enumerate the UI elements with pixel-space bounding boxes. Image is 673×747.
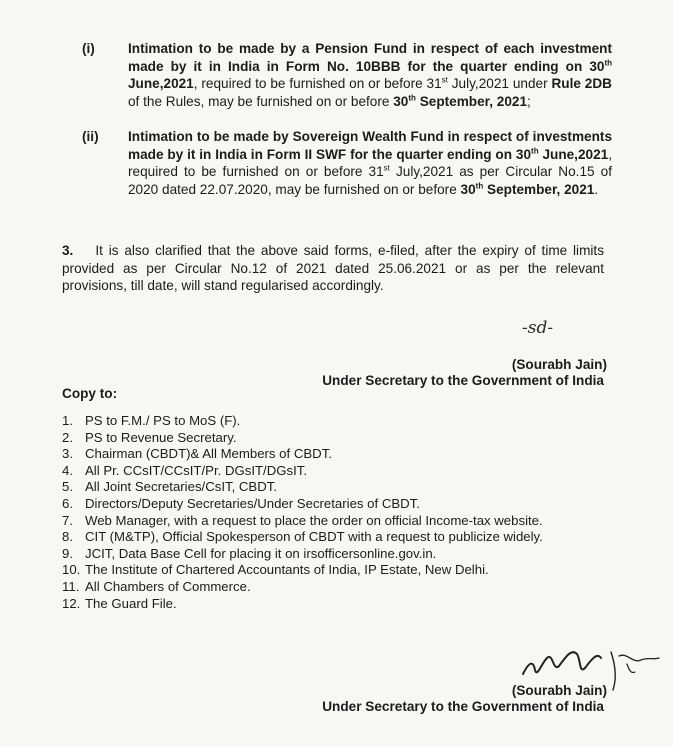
copy-to-item-text: Directors/Deputy Secretaries/Under Secretaries of CBDT. bbox=[85, 495, 420, 511]
copy-to-item-number: 8. bbox=[62, 529, 73, 545]
superscript-text: th bbox=[604, 58, 612, 68]
superscript-text: st bbox=[441, 75, 448, 85]
copy-to-item-number: 2. bbox=[62, 429, 73, 445]
copy-to-item-number: 1. bbox=[62, 413, 73, 428]
copy-to-item bbox=[62, 446, 543, 463]
copy-to-item bbox=[62, 479, 543, 496]
copy-to-item-text: Chairman (CBDT)& All Members of CBDT. bbox=[85, 446, 332, 462]
copy-to-item-text: The Guard File. bbox=[85, 595, 177, 611]
copy-to-item bbox=[62, 513, 543, 530]
copy-to-item-number: 4. bbox=[62, 462, 73, 478]
clause-text bbox=[128, 40, 612, 110]
text-run: , required to be furnished on or before 31 bbox=[193, 76, 442, 92]
signatory-title: Under Secretary to the Government of India bbox=[322, 373, 604, 388]
copy-to-item bbox=[62, 430, 543, 447]
bold-text-run: June,2021 bbox=[538, 146, 609, 162]
copy-to-item-text: Web Manager, with a request to place the order on official Income-tax website. bbox=[85, 512, 543, 528]
copy-to-item-number: 7. bbox=[62, 512, 73, 528]
copy-to-item-number: 6. bbox=[62, 495, 73, 511]
superscript-text: th bbox=[408, 93, 416, 103]
paragraph-3 bbox=[62, 242, 604, 295]
bold-text-run: 30 bbox=[460, 181, 476, 197]
signed-mark: -sd- bbox=[522, 318, 554, 338]
copy-to-item-number: 5. bbox=[62, 479, 73, 495]
text-run: July,2021 under bbox=[447, 76, 552, 92]
copy-to-item bbox=[62, 579, 543, 596]
signatory-name: (Sourabh Jain) bbox=[511, 357, 607, 372]
copy-to-item-text: PS to Revenue Secretary. bbox=[85, 429, 237, 445]
signatory-title-2: Under Secretary to the Government of India bbox=[322, 699, 604, 714]
copy-to-item-number: 10. bbox=[62, 562, 81, 578]
copy-to-item-number: 11. bbox=[62, 578, 80, 594]
bold-text-run: September, 2021 bbox=[483, 181, 595, 197]
copy-to-item-text: PS to F.M./ PS to MoS (F). bbox=[85, 413, 241, 428]
bold-text-run: June,2021 bbox=[128, 76, 194, 92]
clause-number: (ii) bbox=[82, 129, 99, 144]
bold-text-run: 30 bbox=[393, 93, 409, 109]
copy-to-item-number: 12. bbox=[62, 595, 81, 611]
copy-to-item bbox=[62, 496, 543, 513]
copy-to-item bbox=[62, 596, 543, 613]
copy-to-item-text: The Institute of Chartered Accountants of India, IP Estate, New Delhi. bbox=[85, 562, 489, 578]
bold-text-run: Intimation to be made by Sovereign Wealth Fund in respect of investments made by it in India in Form II SWF for the quarter ending on 30 bbox=[128, 129, 612, 162]
copy-to-item-number: 9. bbox=[62, 545, 73, 561]
clause-ii bbox=[82, 128, 612, 198]
superscript-text: th bbox=[475, 181, 484, 191]
copy-to-heading: Copy to: bbox=[62, 386, 118, 401]
clause-i bbox=[82, 40, 612, 110]
copy-to-item bbox=[62, 413, 543, 430]
bold-text-run: Intimation to be made by a Pension Fund in respect of each investment made by it in India in Form No. 10BBB for the quarter ending on 30 bbox=[128, 41, 612, 74]
copy-to-item-text: JCIT, Data Base Cell for placing it on irsofficersonline.gov.in. bbox=[85, 545, 437, 561]
superscript-text: th bbox=[531, 146, 539, 156]
copy-to-item bbox=[62, 463, 543, 480]
copy-to-item-text: All Chambers of Commerce. bbox=[85, 578, 251, 594]
bold-text-run: September, 2021 bbox=[415, 93, 528, 109]
copy-to-list bbox=[62, 413, 543, 612]
text-run: , required to be furnished on or before 31 bbox=[128, 146, 612, 180]
text-run: . bbox=[594, 181, 599, 197]
text-run: ; bbox=[527, 93, 531, 109]
copy-to-item-number: 3. bbox=[62, 446, 73, 462]
copy-to-item bbox=[62, 546, 543, 563]
clause-number: (i) bbox=[82, 41, 95, 56]
copy-to-item bbox=[62, 529, 543, 546]
text-run: of the Rules, may be furnished on or before bbox=[128, 93, 394, 109]
copy-to-item bbox=[62, 562, 543, 579]
superscript-text: st bbox=[383, 163, 390, 173]
text-run: July,2021 as per Circular No.15 of 2020 dated 22.07.2020, may be furnished on or before bbox=[128, 164, 612, 197]
clause-text bbox=[128, 128, 612, 198]
copy-to-item-text: All Pr. CCsIT/CCsIT/Pr. DGsIT/DGsIT. bbox=[85, 462, 307, 478]
paragraph-number: 3. bbox=[62, 243, 74, 258]
copy-to-item-text: All Joint Secretaries/CsIT, CBDT. bbox=[85, 479, 278, 495]
signatory-name-2: (Sourabh Jain) bbox=[511, 683, 607, 698]
paragraph-text: It is also clarified that the above said forms, e-filed, after the expiry of time limits provided as per Circular No.12 of 2021 dated 25.06.2021 or as per the relevant provisions, till date, will stand regularised accordingly. bbox=[62, 243, 604, 294]
bold-text-run: Rule 2DB bbox=[551, 76, 612, 92]
copy-to-item-text: CIT (M&TP), Official Spokesperson of CBDT with a request to publicize widely. bbox=[85, 529, 543, 545]
